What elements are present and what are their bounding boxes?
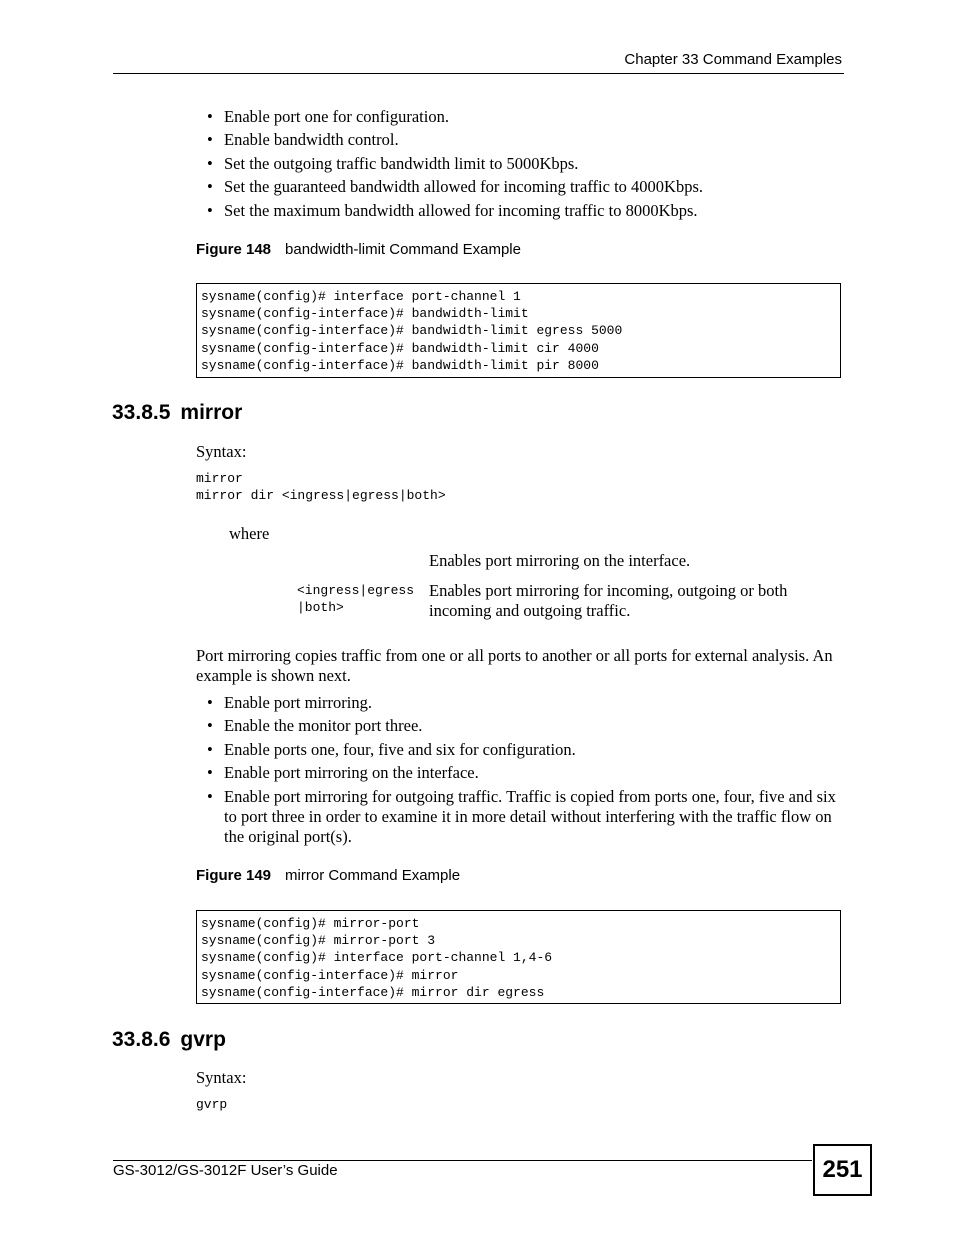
- bullet-item: • Enable port mirroring.: [207, 693, 847, 713]
- syntax-label: Syntax:: [196, 442, 247, 461]
- figure-label: Figure 149: [196, 867, 272, 884]
- code-line: sysname(config-interface)# mirror dir egress: [201, 984, 545, 1000]
- section-heading-gvrp: [112, 1028, 226, 1052]
- syntax-line: gvrp: [196, 1097, 228, 1112]
- code-line: sysname(config-interface)# bandwidth-limit: [201, 306, 529, 322]
- code-line: sysname(config)# mirror-port 3: [201, 933, 436, 949]
- bullet-item: • Enable the monitor port three.: [207, 716, 847, 736]
- section-number: 33.8.5: [112, 401, 171, 424]
- code-line: sysname(config)# interface port-channel 1: [201, 289, 521, 304]
- bullet-item: • Enable port mirroring for outgoing traffic. Traffic is copied from ports one, four, five and six to port three in order to examine it in more detail without interfering with the traffic flow on the original port(s).: [207, 787, 847, 847]
- figure-148-code-box: [196, 283, 841, 378]
- bullet-item: • Enable ports one, four, five and six for configuration.: [207, 740, 847, 760]
- figure-title: bandwidth-limit Command Example: [285, 241, 521, 258]
- bullet-item: • Enable port one for configuration.: [207, 107, 847, 127]
- figure-148-caption: [196, 241, 521, 258]
- running-header: Chapter 33 Command Examples: [624, 51, 842, 68]
- syntax-label: Syntax:: [196, 1068, 247, 1087]
- code-line: sysname(config)# mirror-port: [201, 916, 420, 931]
- bullet-item: • Enable port mirroring on the interface.: [207, 763, 847, 783]
- code-line: sysname(config)# interface port-channel 1,4-6: [201, 950, 553, 966]
- bandwidth-bullet-list: [207, 107, 847, 224]
- mirror-paragraph: Port mirroring copies traffic from one or all ports to another or all ports for external analysis. An example is shown next.: [196, 646, 833, 685]
- mirror-bullet-list: [207, 693, 847, 850]
- footer-guide-title: GS-3012/GS-3012F User’s Guide: [113, 1162, 338, 1179]
- syntax-line: mirror dir <ingress|egress|both>: [196, 488, 446, 503]
- figure-149-code-box: [196, 910, 841, 1004]
- bullet-item: • Enable bandwidth control.: [207, 130, 847, 150]
- syntax-line: mirror: [196, 471, 243, 486]
- param-description: Enables port mirroring for incoming, outgoing or both incoming and outgoing traffic.: [429, 581, 788, 620]
- page-number: 251: [813, 1144, 872, 1196]
- bullet-item: • Set the outgoing traffic bandwidth limit to 5000Kbps.: [207, 154, 847, 174]
- figure-149-caption: [196, 867, 460, 884]
- code-line: sysname(config-interface)# bandwidth-limit cir 4000: [201, 340, 599, 356]
- param-description: Enables port mirroring on the interface.: [429, 551, 691, 570]
- section-number: 33.8.6: [112, 1028, 171, 1051]
- section-title: gvrp: [180, 1028, 226, 1051]
- figure-title: mirror Command Example: [285, 867, 461, 884]
- param-key: <ingress|egress|both>: [297, 583, 415, 616]
- footer-rule: [113, 1160, 812, 1161]
- where-label: where: [229, 524, 270, 543]
- section-heading-mirror: [112, 401, 242, 425]
- code-line: sysname(config-interface)# mirror: [201, 967, 459, 983]
- header-rule: [113, 73, 844, 74]
- code-line: sysname(config-interface)# bandwidth-limit pir 8000: [201, 357, 599, 373]
- bullet-item: • Set the guaranteed bandwidth allowed for incoming traffic to 4000Kbps.: [207, 177, 847, 197]
- bullet-item: • Set the maximum bandwidth allowed for incoming traffic to 8000Kbps.: [207, 201, 847, 221]
- section-title: mirror: [180, 401, 243, 424]
- code-line: sysname(config-interface)# bandwidth-limit egress 5000: [201, 323, 623, 339]
- figure-label: Figure 148: [196, 241, 272, 258]
